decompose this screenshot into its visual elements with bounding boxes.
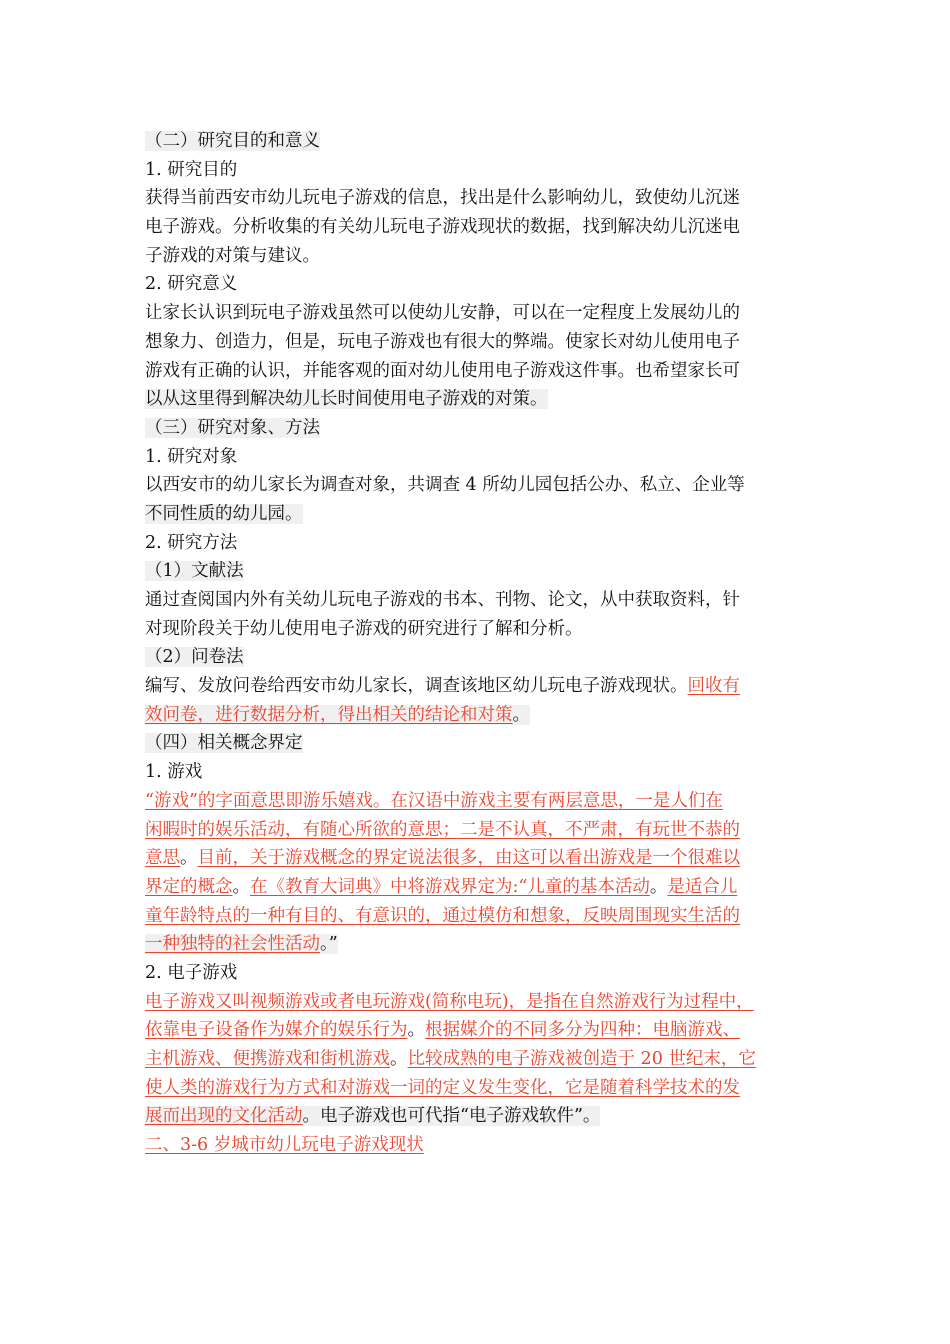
text-line (145, 500, 815, 529)
text-line (145, 729, 815, 758)
highlighted-text: 效问卷，进行数据分析，得出相关的结论和对策 (145, 704, 513, 725)
text-segment: 获得当前西安市幼儿玩电子游戏的信息，找出是什么影响幼儿，致使幼儿沉迷 (145, 188, 740, 209)
text-segment: 。 (649, 876, 668, 897)
text-line (145, 1045, 815, 1074)
text-segment: （二）研究目的和意义 (145, 131, 320, 151)
highlighted-text: 展而出现的文化活动 (145, 1106, 303, 1127)
document-body (145, 127, 815, 1160)
text-line (145, 443, 815, 472)
text-segment: 。 (180, 848, 198, 869)
text-line (145, 873, 815, 902)
text-line (145, 643, 815, 672)
text-segment: 2. 电子游戏 (145, 962, 238, 983)
text-segment: 对现阶段关于幼儿使用电子游戏的研究进行了解和分析。 (145, 618, 583, 639)
text-line (145, 385, 815, 414)
highlighted-text: 童年龄特点的一种有目的、有意识的，通过模仿和想象，反映周围现实生活的 (145, 905, 740, 926)
text-line (145, 1102, 815, 1131)
text-segment: 让家长认识到玩电子游戏虽然可以使幼儿安静，可以在一定程度上发展幼儿的 (145, 303, 740, 324)
highlighted-text: 目前，关于游戏概念的界定说法很多，由这可以看出游戏是一个很难以 (197, 848, 740, 869)
text-line (145, 156, 815, 185)
text-segment: （2）问卷法 (145, 647, 244, 668)
highlighted-text: 界定的概念 (145, 876, 233, 897)
text-line (145, 930, 815, 959)
highlighted-text: 比较成熟的电子游戏被创造于 20 世纪末，它 (407, 1049, 756, 1069)
text-segment: 。电子游戏也可代指“电子游戏软件”。 (302, 1106, 601, 1127)
text-segment: 2. 研究意义 (145, 274, 238, 295)
text-line (145, 988, 815, 1017)
text-segment: 。” (320, 934, 338, 955)
highlighted-text: 闲暇时的娱乐活动，有随心所欲的意思；二是不认真，不严肃，有玩世不恭的 (145, 819, 740, 840)
text-line (145, 701, 815, 730)
text-line (145, 184, 815, 213)
text-segment: 子游戏的对策与建议。 (145, 245, 320, 266)
highlighted-text: 使人类的游戏行为方式和对游戏一词的定义发生变化，它是随着科学技术的发 (145, 1077, 740, 1098)
text-segment: 。 (232, 876, 250, 897)
text-line (145, 328, 815, 357)
text-segment: 游戏有正确的认识，并能客观的面对幼儿使用电子游戏这件事。也希望家长可 (145, 360, 740, 381)
text-line (145, 242, 815, 271)
text-segment: 以西安市的幼儿家长为调查对象，共调查 4 所幼儿园包括公办、私立、企业等 (145, 475, 745, 496)
highlighted-text: 意思 (145, 848, 180, 869)
text-line (145, 758, 815, 787)
text-segment: 通过查阅国内外有关幼儿玩电子游戏的书本、刊物、论文，从中获取资料，针 (145, 590, 740, 610)
text-segment: 想象力、创造力，但是，玩电子游戏也有很大的弊端。使家长对幼儿使用电子 (145, 331, 740, 352)
text-line (145, 414, 815, 443)
highlighted-text: 根据媒介的不同多分为四种：电脑游戏、 (425, 1020, 740, 1041)
text-line (145, 1074, 815, 1103)
text-line (145, 959, 815, 988)
text-line (145, 787, 815, 816)
highlighted-text: 回收有 (687, 676, 740, 697)
text-segment: 。 (407, 1020, 425, 1041)
text-line (145, 557, 815, 586)
text-segment: （四）相关概念界定 (145, 733, 303, 754)
text-segment: 不同性质的幼儿园。 (145, 503, 303, 524)
text-line (145, 299, 815, 328)
text-line (145, 471, 815, 500)
highlighted-text: 电子游戏又叫视频游戏或者电玩游戏(简称电玩)，是指在自然游戏行为过程中， (145, 991, 754, 1012)
highlighted-text: “游戏”的字面意思即游乐嬉戏。在汉语中游戏主要有两层意思，一是人们在 (145, 790, 723, 811)
text-segment: 1. 研究目的 (145, 159, 238, 180)
text-segment: 以从这里得到解决幼儿长时间使用电子游戏的对策。 (145, 389, 548, 410)
text-line (145, 816, 815, 845)
text-segment: 2. 研究方法 (145, 532, 238, 553)
text-segment: 1. 游戏 (145, 762, 203, 783)
text-line (145, 615, 815, 644)
text-line (145, 127, 815, 156)
highlighted-text: 二、3-6 岁城市幼儿玩电子游戏现状 (145, 1135, 424, 1156)
highlighted-text: 在《教育大词典》中将游戏界定为:“儿童的基本活动 (250, 876, 650, 897)
text-line (145, 1016, 815, 1045)
highlighted-text: 一种独特的社会性活动 (145, 934, 320, 955)
text-segment: 1. 研究对象 (145, 446, 238, 467)
text-line (145, 357, 815, 386)
text-line (145, 1131, 815, 1160)
text-segment: 。 (390, 1049, 408, 1069)
text-line (145, 270, 815, 299)
text-line (145, 529, 815, 558)
highlighted-text: 依靠电子设备作为媒介的娱乐行为 (145, 1020, 408, 1041)
text-segment: （1）文献法 (145, 561, 244, 582)
text-line (145, 586, 815, 615)
highlighted-text: 主机游戏、便携游戏和街机游戏 (145, 1049, 390, 1069)
text-segment: 编写、发放问卷给西安市幼儿家长，调查该地区幼儿玩电子游戏现状。 (145, 676, 688, 697)
text-line (145, 844, 815, 873)
text-segment: 电子游戏。分析收集的有关幼儿玩电子游戏现状的数据，找到解决幼儿沉迷电 (145, 217, 740, 238)
text-segment: 。 (512, 704, 530, 725)
text-segment: （三）研究对象、方法 (145, 417, 320, 438)
highlighted-text: 是适合儿 (667, 876, 738, 897)
text-line (145, 213, 815, 242)
text-line (145, 672, 815, 701)
text-line (145, 902, 815, 931)
